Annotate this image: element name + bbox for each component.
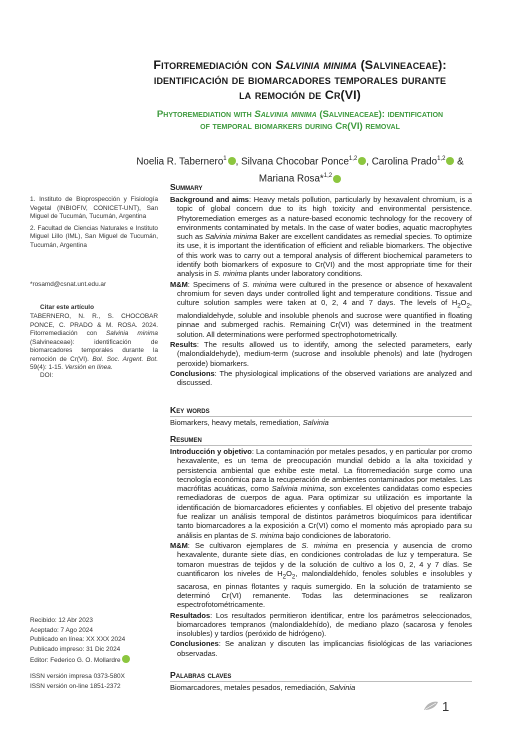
resumen-conclusions: [170, 639, 472, 658]
text: : Los resultados permitieron identificar, entre los parámetros seleccionados, biomarcadores tempranos (malondialdehído), de mediano plazo (sacarosa y fenoles insolubles) y tardíos (peróxido de hidrógeno).: [177, 610, 472, 639]
issn-online: ISSN versión on-line 1851-2372: [30, 682, 121, 690]
text: O: [286, 568, 292, 578]
species: S. minima: [301, 540, 338, 550]
separator: ,: [366, 156, 372, 168]
affiliation-1: 1. Instituto de Bioprospección y Fisiología Vegetal (INBIOFIV, CONICET-UNT), San Miguel de Tucumán, Tucumán, Argentina: [30, 196, 158, 220]
summary-body: [170, 195, 472, 388]
date-accepted: Aceptado: 7 Ago 2024: [30, 626, 93, 634]
issn-print: ISSN versión impresa 0373-580X: [30, 673, 125, 680]
corresponding-email[interactable]: *rosamd@csnat.unt.edu.ar: [30, 281, 107, 288]
species: Salvinia: [329, 683, 356, 692]
text: : The physiological implications of the observed variations are analyzed and discussed.: [177, 368, 472, 388]
title-text: identificación de biomarcadores temporales durante: [153, 73, 447, 87]
species: Salvinia minima: [271, 484, 325, 494]
date-print: Publicado impreso: 31 Dic 2024: [30, 646, 121, 654]
subtitle-species: Salvinia minima: [254, 109, 317, 120]
palabras-heading: Palabras claves: [170, 670, 472, 682]
label: M&M: [170, 540, 188, 550]
summary-methods: [170, 280, 472, 339]
doi-label: DOI:: [40, 372, 54, 379]
author-name: Silvana Chocobar Ponce: [241, 156, 349, 168]
subscript: 2: [466, 302, 470, 310]
title-text: Fitorremediación con: [153, 58, 276, 72]
separator: ,: [235, 156, 242, 168]
subscript: 2: [457, 302, 461, 310]
citation-part: TABERNERO, N. R., S. CHOCOBAR PONCE, C. PRADO & M. ROSA. 2024. Fitorremediación con: [30, 313, 158, 337]
text: : The results allowed us to identify, among the selected parameters, early (malondialdehyde), medium-term (sucrose and insoluble phenols) and late (hydrogen peroxide) biomarkers.: [177, 339, 472, 368]
label: Conclusions: [170, 368, 215, 378]
resumen-body: [170, 447, 472, 659]
text: : La contaminación por metales pesados, y en particular por cromo hexavalente, es un tema de preocupación mundial debido a la alta toxicidad y persistencia ambiental que exhibe este metal. La fitorremediación surge como una tecnología económica para la recuperación de ambientes contaminados por metales. Las macrófitas acuáticas, como: [177, 447, 472, 494]
author-name: Mariana Rosa*: [258, 173, 324, 185]
text: : Se cultivaron ejemplares de: [187, 540, 302, 550]
text: , son excelentes candidatas como especies remediadoras de cuerpos de agua. Para optimizar su utilización es importante la identificación de biomarcadores eficientes y confiables. El objetivo del presente trabajo fue realizar un análisis temporal de distintos parámetros bioquímicos para identificar tanto biomarcadores a la exposición a Cr(VI) como el momento más apropiado para su análisis en plantas de: [177, 484, 472, 540]
resumen-heading: Resumen: [170, 434, 472, 446]
species: S. minima: [242, 279, 277, 289]
author-name: Noelia R. Tabernero: [136, 156, 224, 168]
citation-part: 59(4): 1-15.: [30, 364, 65, 371]
keywords-text: [170, 418, 472, 427]
affiliation-mark: 1,2: [437, 156, 446, 162]
leaf-icon: [423, 701, 439, 711]
keywords-heading: Key words: [170, 405, 472, 417]
label: Results: [170, 339, 197, 349]
citation-part: Versión en línea.: [64, 364, 113, 371]
text: : Heavy metals pollution, particularly by hexavalent chromium, is a topic of global concern due to its high toxicity and environmental persistence. Phytoremediation emerges as a nature-based economic technology for the recovery of environments contaminated by metals. In the case of water bodies, aquatic macrophytes such as: [177, 195, 472, 242]
species: Salvinia minima: [205, 232, 258, 242]
article-subtitle-english: [100, 109, 500, 133]
label: Resultados: [170, 610, 211, 620]
separator: &: [454, 156, 464, 168]
cite-heading: Citar este artículo: [40, 304, 94, 311]
publication-dates: [30, 616, 158, 666]
text: were cultured in the presence or absence of hexavalent chromium for seven days under controlled light and temperature conditions. Tissue and culture solution samples were taken at 0, 2, 4 and 7 days. The levels of H: [177, 279, 473, 308]
resumen-methods: [170, 541, 472, 610]
affiliations: [30, 196, 158, 253]
author-name: Carolina Prado: [371, 156, 438, 168]
affiliation-mark: 1,2: [348, 156, 358, 162]
text: : Specimens of: [187, 279, 243, 289]
resumen-results: [170, 611, 472, 639]
orcid-icon[interactable]: [122, 655, 130, 663]
label: Conclusiones: [170, 639, 219, 649]
subtitle-text: of temporal biomarkers during Cr(VI) removal: [200, 121, 400, 132]
affiliation-mark: 1,2: [323, 173, 333, 180]
text: Biomarcadores, metales pesados, remediación,: [170, 683, 330, 692]
label: Background and aims: [170, 195, 249, 204]
text: O: [460, 298, 467, 308]
subscript: 2: [282, 573, 287, 581]
resumen-intro: [170, 447, 472, 540]
subtitle-text: (Salvineaceae): identification: [316, 109, 444, 120]
title-text: la remoción de Cr(VI): [239, 88, 361, 102]
citation-part: Salvinia minima: [105, 330, 158, 337]
article-title: [100, 58, 500, 103]
text: , malondialdehído, fenoles solubles e insolubles y sacarosa, en pinnas flotantes y raquis sumergido. En la solución de tratamiento se determinó Cr(VI) remanente. Todas las determinaciones se realizaron espectrofotométricamente.: [177, 568, 472, 610]
page-number: 1: [442, 699, 450, 714]
citation-part: (Salvineaceae): identificación de biomarcadores temporales durante la remoción de Cr(VI).: [30, 338, 158, 363]
text: Baker are excellent candidates as remedial species. To optimize its use, it is important the identification of efficient and reliable biomarkers. The objective of this work was to carry out a temporal analysis of different biochemical parameters to identify both biomarkers of exposure to Cr(VI) and the most appropriate time for their analysis in: [177, 232, 472, 279]
subtitle-text: Phytoremediation with: [156, 109, 255, 120]
summary-background: [170, 195, 472, 279]
issn-info: [30, 672, 158, 691]
text: Biomarkers, heavy metals, remediation,: [170, 418, 303, 427]
label: Introducción y objetivo: [170, 447, 252, 456]
text: plants under laboratory conditions.: [246, 269, 363, 279]
title-text: (Salvineaceae):: [357, 58, 447, 72]
citation-journal: Bol. Soc. Argent. Bot.: [92, 355, 158, 363]
affiliation-2: 2. Facultad de Ciencias Naturales e Instituto Miguel Lillo (IML), San Miguel de Tucumán, Tucumán, Argentina: [30, 224, 158, 249]
label: M&M: [170, 279, 188, 289]
species: S. minima: [213, 269, 247, 279]
species: Salvinia: [302, 418, 329, 427]
subscript: 2: [291, 573, 296, 581]
affiliation-mark: 1: [223, 156, 227, 162]
species: S. minima: [250, 530, 284, 540]
summary-conclusions: [170, 369, 472, 388]
orcid-icon[interactable]: [228, 157, 236, 165]
editor-line: [30, 655, 158, 666]
title-species: Salvinia minima: [275, 58, 358, 72]
summary-results: [170, 340, 472, 368]
citation-text: [30, 313, 158, 373]
text: bajo condiciones de laboratorio.: [283, 530, 391, 540]
date-received: Recibido: 12 Abr 2023: [30, 617, 93, 624]
summary-heading: Summary: [170, 182, 472, 194]
date-online: Publicado en línea: XX XXX 2024: [30, 636, 126, 644]
editor-name: Editor: Federico G. O. Mollardre: [30, 656, 121, 664]
text: , malondialdehyde, soluble and insoluble phenols and sucrose were quantified in floating pinnae and submerged rachis. Remaining Cr(VI) was determined in the treatment solution. All determinations were performed spectrophotometrically.: [177, 298, 472, 339]
text: en presencia y ausencia de cromo hexavalente, durante siete días, en condiciones controladas de luz y temperatura. Se tomaron muestras de tejidos y de la solución de cultivo a los 0, 2, 4 y 7 días. Se cuantificaron los niveles de H: [177, 540, 472, 578]
text: : Se analizan y discuten las implicancias fisiológicas de las variaciones observadas.: [177, 639, 472, 658]
palabras-text: [170, 683, 472, 692]
